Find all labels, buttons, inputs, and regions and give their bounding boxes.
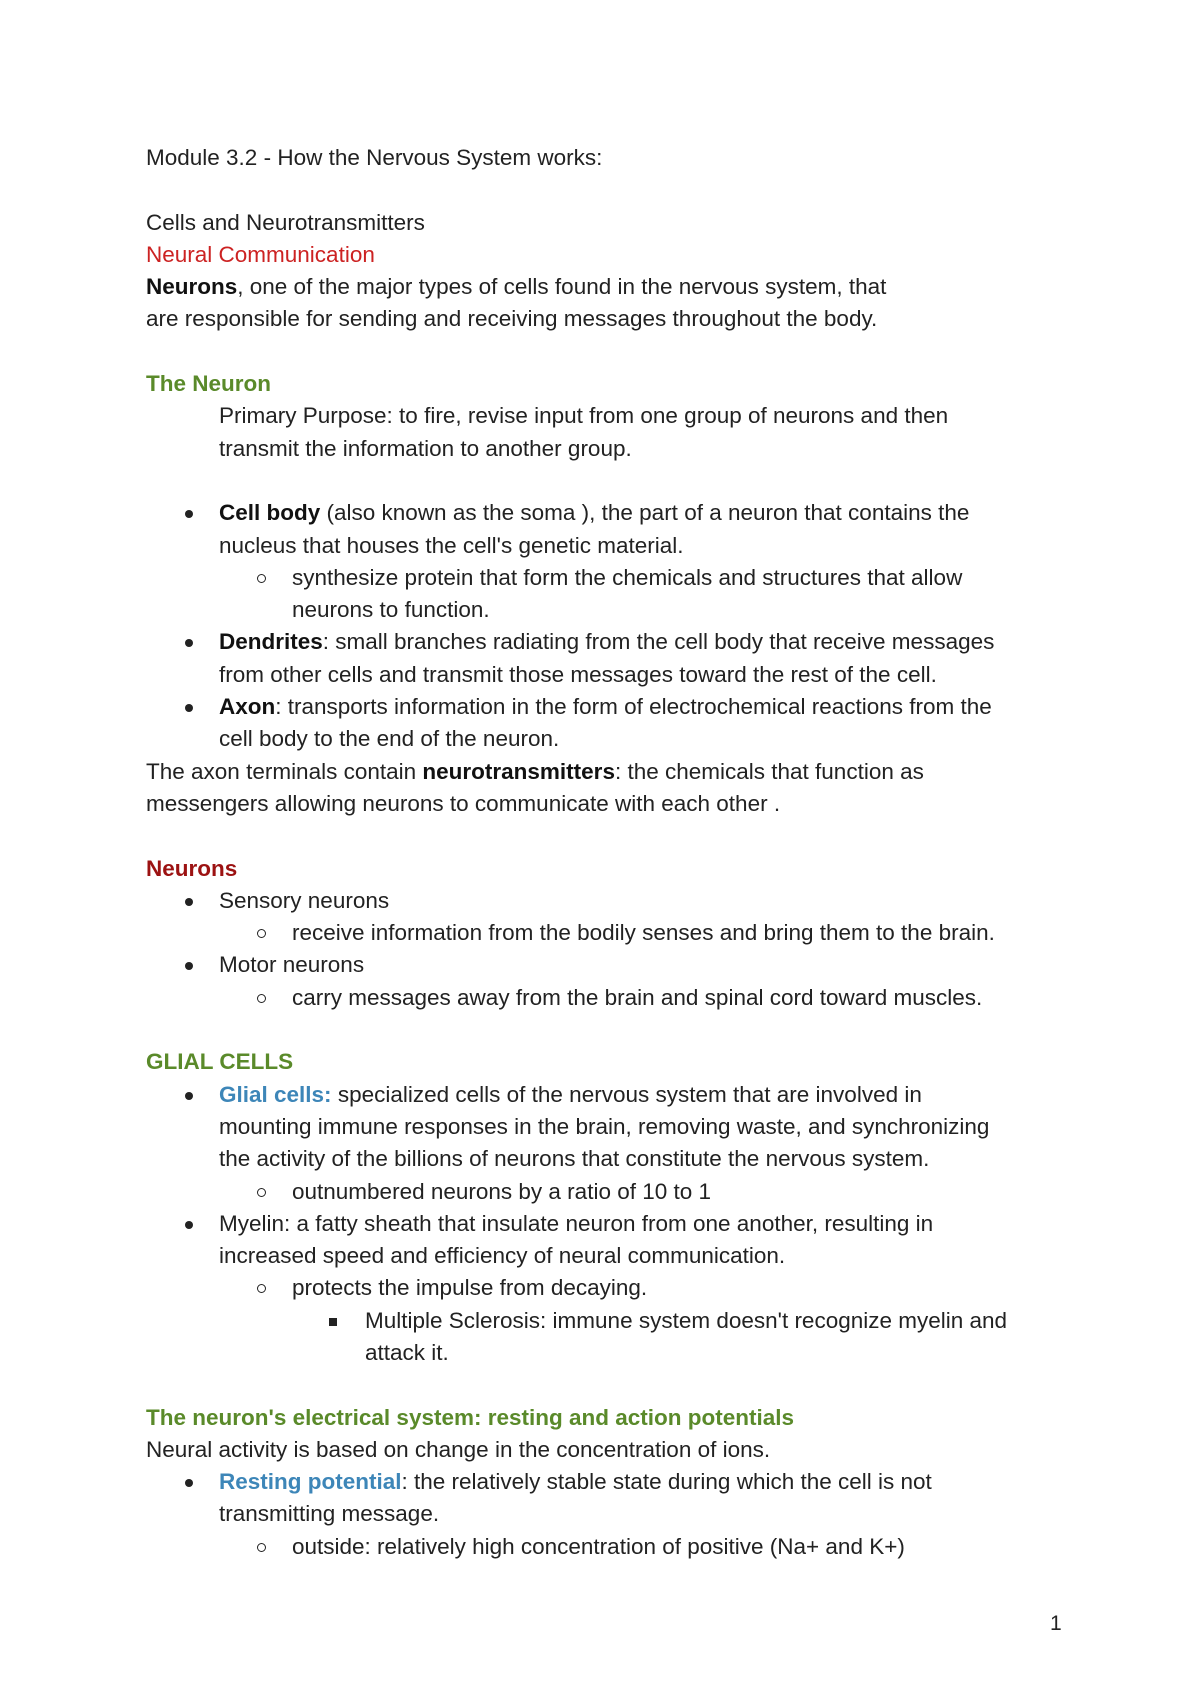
glial-sublist xyxy=(146,1176,1086,1208)
neuron-parts-list-cont xyxy=(146,626,1086,755)
list-item-outnumbered: outnumbered neurons by a ratio of 10 to 1 xyxy=(146,1176,1086,1208)
neurotransmitters-term: neurotransmitters xyxy=(422,758,615,784)
myelin-sublist xyxy=(146,1272,1086,1304)
list-item-cell-body: Cell body (also known as the soma ), the part of a neuron that contains the nucleus that houses the cell's genetic material. xyxy=(146,497,1086,562)
list-item-motor-desc: carry messages away from the brain and spinal cord toward muscles. xyxy=(146,982,1086,1014)
spacer xyxy=(146,1369,1086,1401)
neuron-types-list xyxy=(146,885,1086,917)
axon-terminals-text: The axon terminals contain neurotransmitters: the chemicals that function as xyxy=(146,758,924,784)
primary-purpose: Primary Purpose: to fire, revise input from one group of neurons and then xyxy=(219,403,949,429)
dendrites-term: Dendrites xyxy=(219,629,323,655)
neural-communication-heading: Neural Communication xyxy=(146,241,375,267)
neuron-types-list-cont xyxy=(146,949,1086,981)
spacer xyxy=(146,1014,1086,1046)
glial-cells-term: Glial cells: xyxy=(219,1081,332,1107)
list-item-sensory-desc: receive information from the bodily senses and bring them to the brain. xyxy=(146,917,1086,949)
spacer xyxy=(146,820,1086,852)
spacer xyxy=(146,174,1086,206)
section-subtitle: Cells and Neurotransmitters xyxy=(146,209,425,235)
resting-sublist xyxy=(146,1531,1086,1563)
resting-potential-term: Resting potential xyxy=(219,1469,402,1495)
glial-list-cont xyxy=(146,1208,1086,1273)
list-item-axon: Axon: transports information in the form of electrochemical reactions from the cell body to the end of the neuron. xyxy=(146,691,1086,756)
list-item-glial-cells: Glial cells: specialized cells of the nervous system that are involved in mounting immune responses in the brain, removing waste, and synchronizing the activity of the billions of neurons that constitute the nervous system. xyxy=(146,1079,1086,1176)
list-item-motor: Motor neurons xyxy=(146,949,1086,981)
neurons-heading: Neurons xyxy=(146,855,238,881)
list-item-synthesize: synthesize protein that form the chemicals and structures that allow neurons to function. xyxy=(146,562,1086,627)
neurons-term: Neurons xyxy=(146,274,238,300)
spacer xyxy=(146,465,1086,497)
list-item-protects: protects the impulse from decaying. xyxy=(146,1272,1086,1304)
neurons-definition-cont: are responsible for sending and receiving messages throughout the body. xyxy=(146,306,878,332)
myelin-subsublist xyxy=(146,1305,1086,1370)
list-item-resting-potential: Resting potential: the relatively stable state during which the cell is not transmitting message. xyxy=(146,1466,1086,1531)
list-item-multiple-sclerosis: Multiple Sclerosis: immune system doesn't recognize myelin and attack it. xyxy=(146,1305,1086,1370)
list-item-sensory: Sensory neurons xyxy=(146,885,1086,917)
document-page xyxy=(146,142,1086,1563)
electrical-system-heading: The neuron's electrical system: resting and action potentials xyxy=(146,1404,795,1430)
potentials-list xyxy=(146,1466,1086,1531)
sensory-sublist xyxy=(146,917,1086,949)
document-title: Module 3.2 - How the Nervous System works: xyxy=(146,145,603,170)
glial-cells-heading: GLIAL CELLS xyxy=(146,1049,294,1075)
primary-purpose-cont: transmit the information to another group. xyxy=(219,435,632,461)
list-item-dendrites: Dendrites: small branches radiating from the cell body that receive messages from other cells and transmit those messages toward the rest of the cell. xyxy=(146,626,1086,691)
list-item-myelin: Myelin: a fatty sheath that insulate neuron from one another, resulting in increased speed and efficiency of neural communication. xyxy=(146,1208,1086,1273)
neural-activity-intro: Neural activity is based on change in the concentration of ions. xyxy=(146,1436,771,1462)
axon-term: Axon xyxy=(219,694,276,720)
neurons-definition: Neurons, one of the major types of cells found in the nervous system, that xyxy=(146,274,887,300)
neuron-parts-list xyxy=(146,497,1086,562)
motor-sublist xyxy=(146,982,1086,1014)
list-item-outside: outside: relatively high concentration of positive (Na+ and K+) xyxy=(146,1531,1086,1563)
axon-terminals-text-cont: messengers allowing neurons to communicate with each other . xyxy=(146,790,781,816)
cell-body-sublist xyxy=(146,562,1086,627)
cell-body-term: Cell body xyxy=(219,500,321,526)
page-number: 1 xyxy=(1050,1612,1062,1635)
the-neuron-heading: The Neuron xyxy=(146,371,272,397)
spacer xyxy=(146,336,1086,368)
glial-list xyxy=(146,1079,1086,1176)
